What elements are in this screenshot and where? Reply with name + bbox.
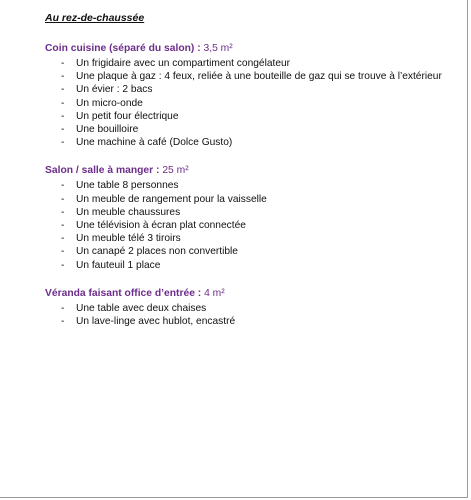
list-item: - Un meuble chaussures [61,206,457,219]
section-title [45,42,457,56]
section-title-text: Coin cuisine (séparé du salon) : [45,43,204,54]
list-item: - Une table 8 personnes [61,179,457,192]
list-item: - Un meuble télé 3 tiroirs [61,232,457,245]
list-item: - Un frigidaire avec un compartiment congélateur [61,57,457,70]
section-area: 25 m² [162,165,189,177]
item-list [45,179,457,271]
section-living-room [45,164,457,271]
list-item: - Une télévision à écran plat connectée [61,219,457,232]
section-area: 4 m² [204,287,225,299]
section-veranda [45,287,457,328]
section-title [45,164,457,178]
list-item: - Une plaque à gaz : 4 feux, reliée à une bouteille de gaz qui se trouve à l’extérieur [61,70,457,83]
list-item: - Un petit four électrique [61,110,457,123]
list-item: - Un canapé 2 places non convertible [61,245,457,258]
item-list [45,57,457,149]
list-item: - Un évier : 2 bacs [61,83,457,96]
page-heading: Au rez-de-chaussée [45,12,145,24]
section-area: 3,5 m² [203,43,233,54]
document-content [45,11,457,343]
list-item: - Une bouilloire [61,123,457,136]
section-title-text: Salon / salle à manger : [45,165,163,177]
list-item: - Un micro-onde [61,97,457,110]
section-kitchen [45,42,457,149]
list-item: - Un meuble de rangement pour la vaisselle [61,193,457,206]
list-item: - Un lave-linge avec hublot, encastré [61,315,457,328]
list-item: - Une machine à café (Dolce Gusto) [61,136,457,149]
list-item: - Une table avec deux chaises [61,302,457,315]
item-list [45,302,457,328]
section-title [45,287,457,301]
section-title-text: Véranda faisant office d’entrée : [45,287,205,299]
list-item: - Un fauteuil 1 place [61,259,457,272]
